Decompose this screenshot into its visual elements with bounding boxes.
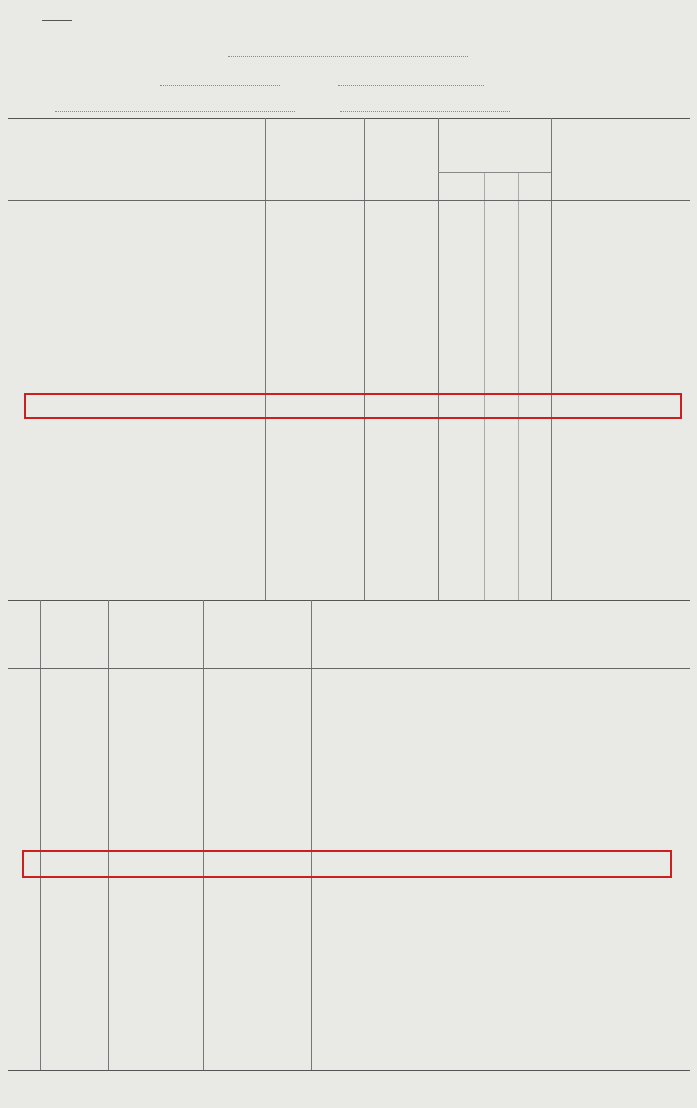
highlight-box-bottom — [22, 850, 672, 878]
highlight-box-top — [24, 393, 682, 419]
